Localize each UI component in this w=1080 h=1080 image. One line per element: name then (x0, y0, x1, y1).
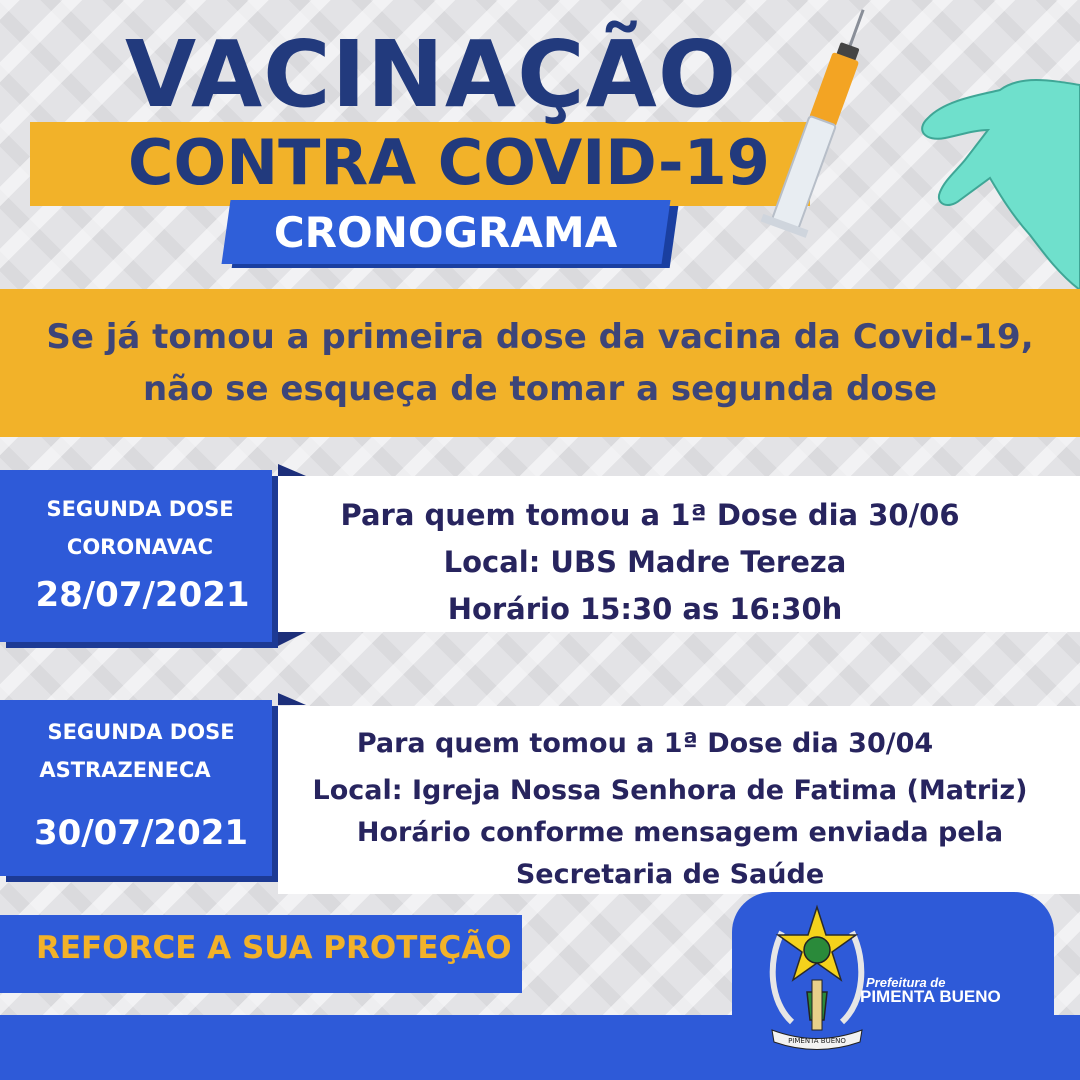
city-crest-icon (762, 902, 872, 1052)
card-1-line-1: Para quem tomou a 1ª Dose dia 30/06 (340, 498, 960, 532)
crest-ribbon-text: PIMENTA BUENO (788, 1037, 846, 1045)
card-2-vaccine-label: ASTRAZENECA (39, 758, 211, 782)
schedule-tag-label: CRONOGRAMA (274, 208, 618, 257)
card-2-line-1: Para quem tomou a 1ª Dose dia 30/04 (356, 728, 934, 759)
reminder-banner (0, 289, 1080, 437)
reminder-line-1: Se já tomou a primeira dose da vacina da Covid-19, (46, 317, 1034, 357)
glove-icon (922, 80, 1080, 290)
card-2-line-2: Local: Igreja Nossa Senhora de Fatima (Matriz) (312, 775, 1028, 806)
card-1-corner-top (278, 464, 306, 476)
poster-title: VACINAÇÃO (125, 21, 738, 128)
logo-caption-big: PIMENTA BUENO (860, 987, 1001, 1006)
card-2-line-3: Horário conforme mensagem enviada pela (356, 817, 1004, 848)
logo-caption-small: Prefeitura de (866, 975, 946, 990)
card-1-vaccine-label: CORONAVAC (66, 535, 214, 559)
reminder-line-2: não se esqueça de tomar a segunda dose (142, 369, 938, 409)
card-2-dose-label: SEGUNDA DOSE (47, 720, 235, 744)
card-1-date: 28/07/2021 (35, 575, 250, 615)
card-1-dose-label: SEGUNDA DOSE (46, 497, 234, 521)
card-1-corner-bottom (278, 632, 306, 646)
card-2-corner-top (278, 693, 306, 705)
schedule-tag (222, 200, 671, 264)
card-2-line-4: Secretaria de Saúde (515, 859, 825, 890)
card-1-line-2: Local: UBS Madre Tereza (443, 545, 847, 579)
slogan-text: REFORCE A SUA PROTEÇÃO (36, 930, 512, 966)
syringe-glove-illustration (750, 0, 1080, 290)
card-1-line-3: Horário 15:30 as 16:30h (447, 592, 843, 626)
card-2-date: 30/07/2021 (33, 813, 249, 853)
poster-subtitle: CONTRA COVID-19 (128, 126, 770, 199)
needle-icon (850, 10, 864, 48)
